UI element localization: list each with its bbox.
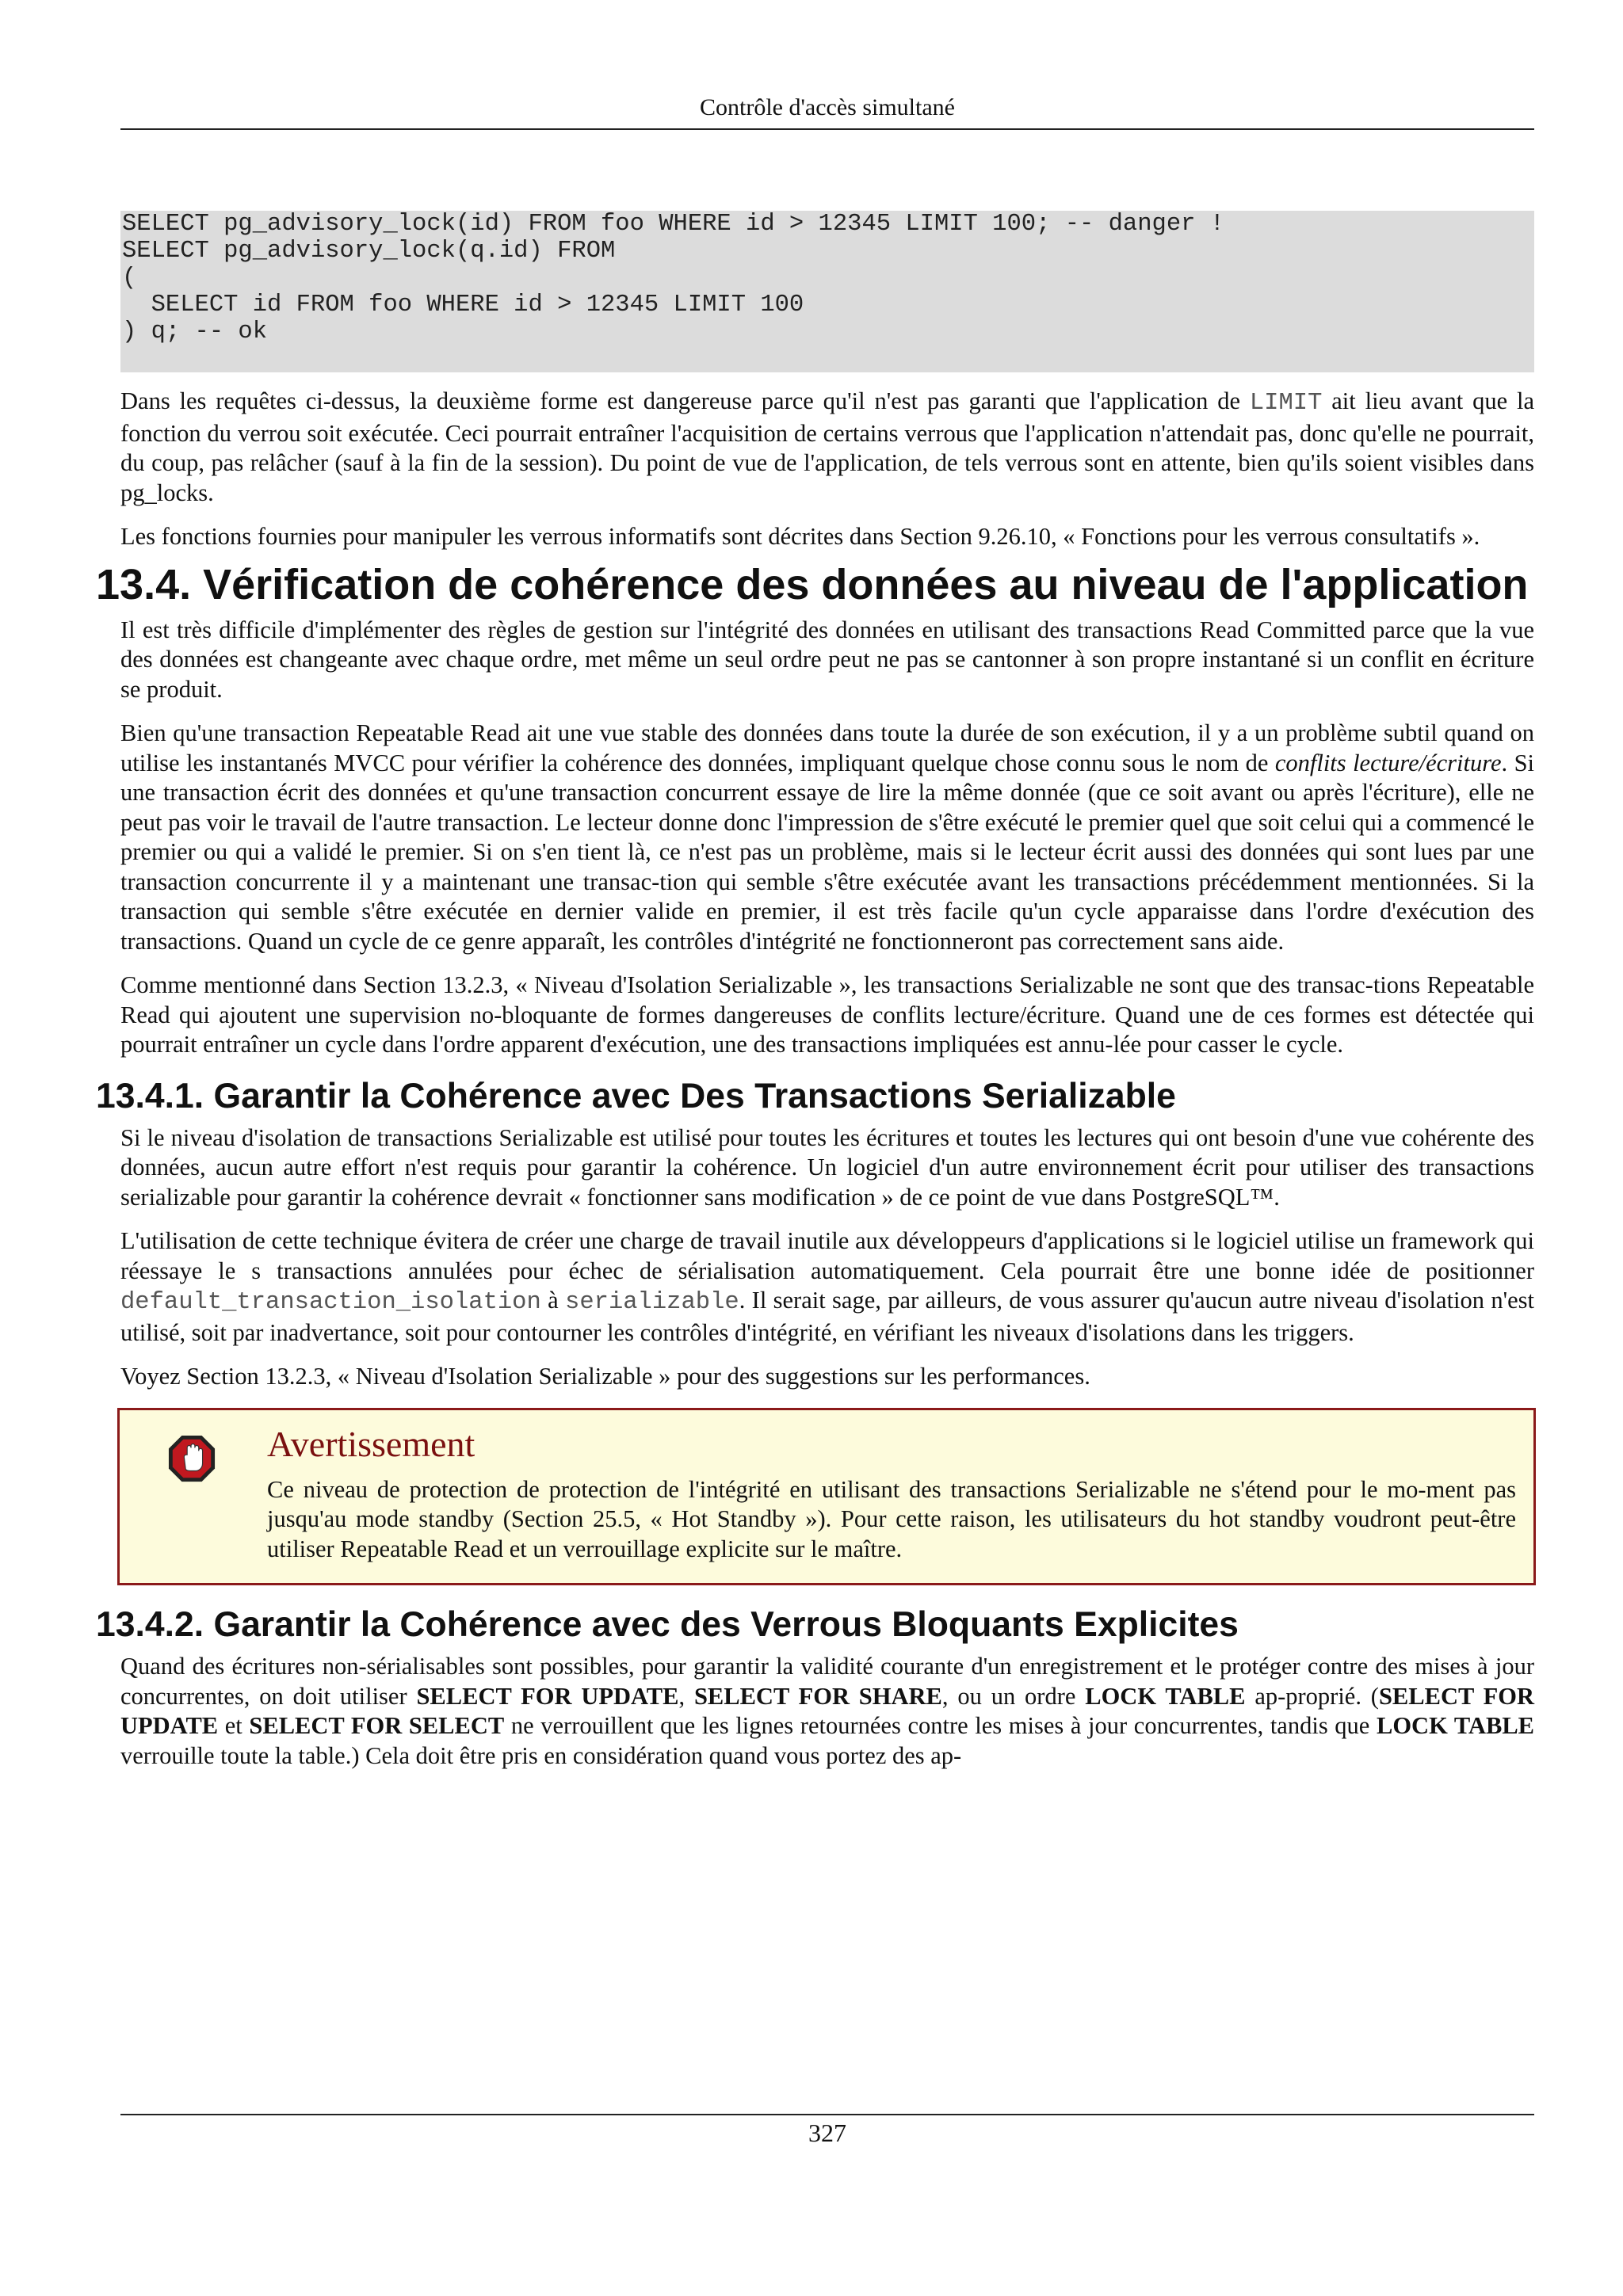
text-run: Bien qu'une transaction Repeatable Read ait une vue stable des données dans toute la durée de son exécution, il y a un problème subtil quand on utilise les instantanés MVCC pour vérifier la cohérence des données, impliquant quelque chose connu sous le nom de xyxy=(120,719,1534,776)
sql-command: LOCK TABLE xyxy=(1376,1712,1535,1739)
text-run: L'utilisation de cette technique évitera de créer une charge de travail inutile aux développeurs d'applications si le logiciel utilise un framework qui réessaye le s transactions annulées pour échec de sérialisation automatiquement. Cela pourrait être une bonne idée de positionner xyxy=(120,1227,1534,1284)
paragraph-limit-danger xyxy=(120,387,1534,508)
paragraph-performance-note: Voyez Section 13.2.3, « Niveau d'Isolation Serializable » pour des suggestions sur les performances. xyxy=(120,1363,1090,1390)
subsection-heading-explicit-locks: 13.4.2. Garantir la Cohérence avec des Verrous Bloquants Explicites xyxy=(96,1605,1239,1644)
warning-text: Ce niveau de protection de protection de l'intégrité en utilisant des transactions Serializable ne s'étend pour le mo-ment pas jusqu'au mode standby (Section 25.5, « Hot Standby »). Pour cette raison, les utilisateurs du hot standby voudront peut-être utiliser Repeatable Read et un verrouillage explicite sur le maître. xyxy=(267,1475,1516,1562)
section-heading: 13.4. Vérification de cohérence des données au niveau de l'application xyxy=(96,560,1529,608)
code-line: SELECT pg_advisory_lock(id) FROM foo WHERE id > 12345 LIMIT 100; -- danger ! xyxy=(122,211,1225,238)
sql-command: LOCK TABLE xyxy=(1085,1682,1246,1710)
page-content xyxy=(96,211,1535,1771)
paragraph-framework-retry xyxy=(120,1226,1534,1348)
sql-command: SELECT FOR SHARE xyxy=(693,1682,942,1710)
warning-title: Avertissement xyxy=(267,1423,475,1464)
inline-code: default_transaction_isolation xyxy=(120,1289,541,1316)
text-run: . Il serait sage, par ailleurs, de vous assurer qu'aucun autre niveau d'isolation n'est utilisé, soit par inadvertance, soit pour contourner les contrôles d'intégrité, en vérifiant les niveaux d'isolations dans les triggers. xyxy=(120,1287,1534,1346)
paragraph-read-committed: Il est très difficile d'implémenter des règles de gestion sur l'intégrité des données en utilisant des transactions Read Committed parce que la vue des données est changeante avec chaque ordre, met même un seul ordre peut ne pas se cantonner à son propre instantané si un conflit en écriture se produit. xyxy=(120,616,1534,703)
text-run: ait lieu avant que la fonction du verrou soit exécutée. Ceci pourrait entraîner l'acquisition de certains verrous que l'application n'attendait pas, donc qu'elle ne pourrait, du coup, pas relâcher (sauf à la fin de la session). Du point de vue de l'application, de tels verrous sont en attente, bien qu'ils soient visibles dans pg_locks. xyxy=(120,387,1534,506)
text-run: à xyxy=(540,1287,566,1314)
text-run: , ou un ordre xyxy=(941,1682,1086,1710)
running-header: Contrôle d'accès simultané xyxy=(700,94,955,120)
sql-command: SELECT FOR UPDATE xyxy=(416,1682,679,1710)
code-line: ) q; -- ok xyxy=(122,318,268,345)
paragraph-serializable: Comme mentionné dans Section 13.2.3, « Niveau d'Isolation Serializable », les transactions Serializable ne sont que des transac-tions Repeatable Read qui ajoutent une supervision no-bloquante de formes dangereuses de conflits lecture/écriture. Quand une de ces formes est détectée qui pourrait entraîner un cycle dans l'ordre apparent d'exécution, une des transactions impliquées est annu-lée pour casser le cycle. xyxy=(120,971,1534,1058)
text-run: Dans les requêtes ci-dessus, la deuxième forme est dangereuse parce qu'il n'est pas garanti que l'application de xyxy=(120,387,1250,414)
text-run: ap-proprié. ( xyxy=(1245,1682,1379,1710)
code-line: SELECT pg_advisory_lock(q.id) FROM xyxy=(122,238,616,265)
inline-code: LIMIT xyxy=(1249,390,1323,417)
text-run: Quand des écritures non-sérialisables sont possibles, pour garantir la validité courante d'un enregistrement et le protéger contre des mises à jour concurrentes, on doit utiliser xyxy=(120,1653,1534,1710)
text-run: et xyxy=(218,1712,250,1739)
subsection-heading-serializable: 13.4.1. Garantir la Cohérence avec Des Transactions Serializable xyxy=(96,1076,1176,1116)
paragraph-explicit-locks xyxy=(120,1652,1534,1771)
code-block xyxy=(120,211,1534,372)
warning-admonition xyxy=(117,1408,1536,1586)
sql-command: SELECT FOR SELECT xyxy=(249,1712,505,1739)
header-rule xyxy=(120,128,1534,130)
stop-hand-icon xyxy=(167,1434,216,1483)
page-number: 327 xyxy=(808,2119,846,2147)
text-run: verrouille toute la table.) Cela doit être pris en considération quand vous portez des ap- xyxy=(120,1741,962,1769)
sql-command: SELECT FOR UPDATE xyxy=(120,1682,1534,1739)
emphasis-term: conflits lecture/écriture xyxy=(1274,749,1502,776)
paragraph-repeatable-read xyxy=(120,719,1534,956)
text-run: ne verrouillent que les lignes retournées contre les mises à jour concurrentes, tandis que xyxy=(504,1712,1377,1739)
inline-code: serializable xyxy=(565,1289,739,1316)
code-line: SELECT id FROM foo WHERE id > 12345 LIMIT 100 xyxy=(122,292,804,318)
text-run: , xyxy=(678,1682,694,1710)
footer-rule xyxy=(120,2114,1534,2115)
text-run: . Si une transaction écrit des données et qu'une transaction concurrent essaye de lire la même donnée (que ce soit avant ou après l'écriture), elle ne peut pas voir le travail de l'autre transaction. Le lecteur donne donc l'impression de s'être exécuté le premier quel que soit celui qui a commencé le premier ou qui a validé le premier. Si on s'en tient là, ce n'est pas un problème, mais si le lecteur écrit aussi des données qui sont lues par une transaction concurrente il y a maintenant une transac-tion qui semble s'être exécutée avant les transactions précédemment mentionnées. Si la transaction qui semble s'être exécutée en dernier valide en premier, il est très facile qu'un cycle apparaisse dans l'ordre d'exécution des transactions. Quand un cycle de ce genre apparaît, les contrôles d'intégrité ne fonctionneront pas correctement sans aide. xyxy=(120,749,1535,955)
paragraph-serializable-usage: Si le niveau d'isolation de transactions Serializable est utilisé pour toutes les écritures et toutes les lectures qui ont besoin d'une vue cohérente des données, aucun autre effort n'est requis pour garantir la cohérence. Un logiciel d'un autre environnement écrit pour utiliser des transactions serializable pour garantir la cohérence devrait « fonctionner sans modification » de ce point de vue dans PostgreSQL™. xyxy=(120,1123,1534,1211)
paragraph-advisory-functions: Les fonctions fournies pour manipuler les verrous informatifs sont décrites dans Section 9.26.10, « Fonctions pour les verrous consultatifs ». xyxy=(120,523,1480,550)
code-line: ( xyxy=(122,265,137,292)
